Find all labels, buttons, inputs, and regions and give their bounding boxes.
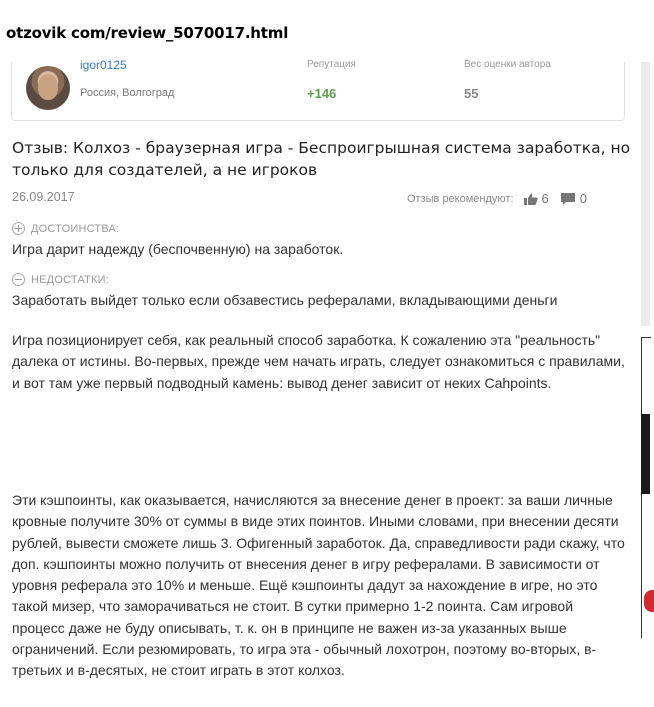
- cons-label: НЕДОСТАТКИ:: [31, 273, 109, 286]
- page-url: otzovik com/review_5070017.html: [6, 24, 289, 42]
- trust-label: Вес оценки автора: [464, 59, 551, 70]
- comment-count: 0: [579, 191, 587, 206]
- review-title: Отзыв: Колхоз - браузерная игра - Беспроигрышная система заработка, но только для создателей, а не игроков: [12, 139, 631, 179]
- author-card: [11, 58, 625, 121]
- avatar[interactable]: [26, 66, 70, 110]
- ad-image-edge: [641, 414, 650, 494]
- author-location: Россия, Волгоград: [80, 87, 175, 99]
- cons-heading: [12, 273, 109, 286]
- avatar-face: [38, 74, 58, 100]
- sidebar-edge: [641, 62, 650, 326]
- reputation-label: Репутация: [307, 59, 356, 70]
- minus-circle-icon: [12, 273, 25, 286]
- plus-circle-icon: [12, 222, 25, 235]
- review-date: 26.09.2017: [12, 190, 75, 204]
- comment-icon[interactable]: [561, 193, 575, 205]
- review-paragraph: Игра позиционирует себя, как реальный способ заработка. К сожалению эта "реальность" далека от истины. Во-первых, прежде чем начать играть, следует ознакомиться с правилами, и вот там уже первый подводный камень: вывод денег зависит от неких Cahpoints.: [12, 332, 625, 391]
- recommend-bar: [407, 191, 587, 206]
- pros-text: Игра дарит надежду (беспочвенную) на заработок.: [12, 241, 344, 257]
- recommend-count: 6: [541, 191, 549, 206]
- pros-label: ДОСТОИНСТВА:: [31, 222, 120, 235]
- pros-heading: [12, 222, 119, 235]
- thumbs-up-icon[interactable]: [524, 193, 538, 205]
- ad-button-edge[interactable]: [644, 590, 654, 612]
- review-paragraph: Эти кэшпоинты, как оказывается, начисляются за внесение денег в проект: за ваши личные кровные получите 30% от суммы в виде этих поинтов. Иными словами, при внесении десяти рублей, вывести сможете лишь 3. Офигенный заработок. Да, справедливости ради скажу, что доп. кэшпоинты можно получить от внесения денег в игру рефералами. В зависимости от уровня реферала это 10% и меньше. Ещё кэшпоинты дадут за нахождение в игре, но это такой мизер, что заморачиваться не стоит. В сутки примерно 1-2 поинта. Сам игровой процесс даже не буду описывать, т. к. он в принципе не важен из-за указанных выше ограничений. Если резюмировать, то игра эта - обычный лохотрон, поэтому во-вторых, в-третьих и в-десятых, не стоит играть в этот колхоз.: [12, 492, 625, 679]
- trust-value: 55: [464, 86, 479, 101]
- cons-text: Заработать выйдет только если обзавестись рефералами, вкладывающими деньги: [12, 292, 558, 308]
- author-name[interactable]: igor0125: [80, 58, 127, 72]
- reputation-value: +146: [307, 86, 337, 101]
- recommend-label: Отзыв рекомендуют:: [407, 192, 514, 205]
